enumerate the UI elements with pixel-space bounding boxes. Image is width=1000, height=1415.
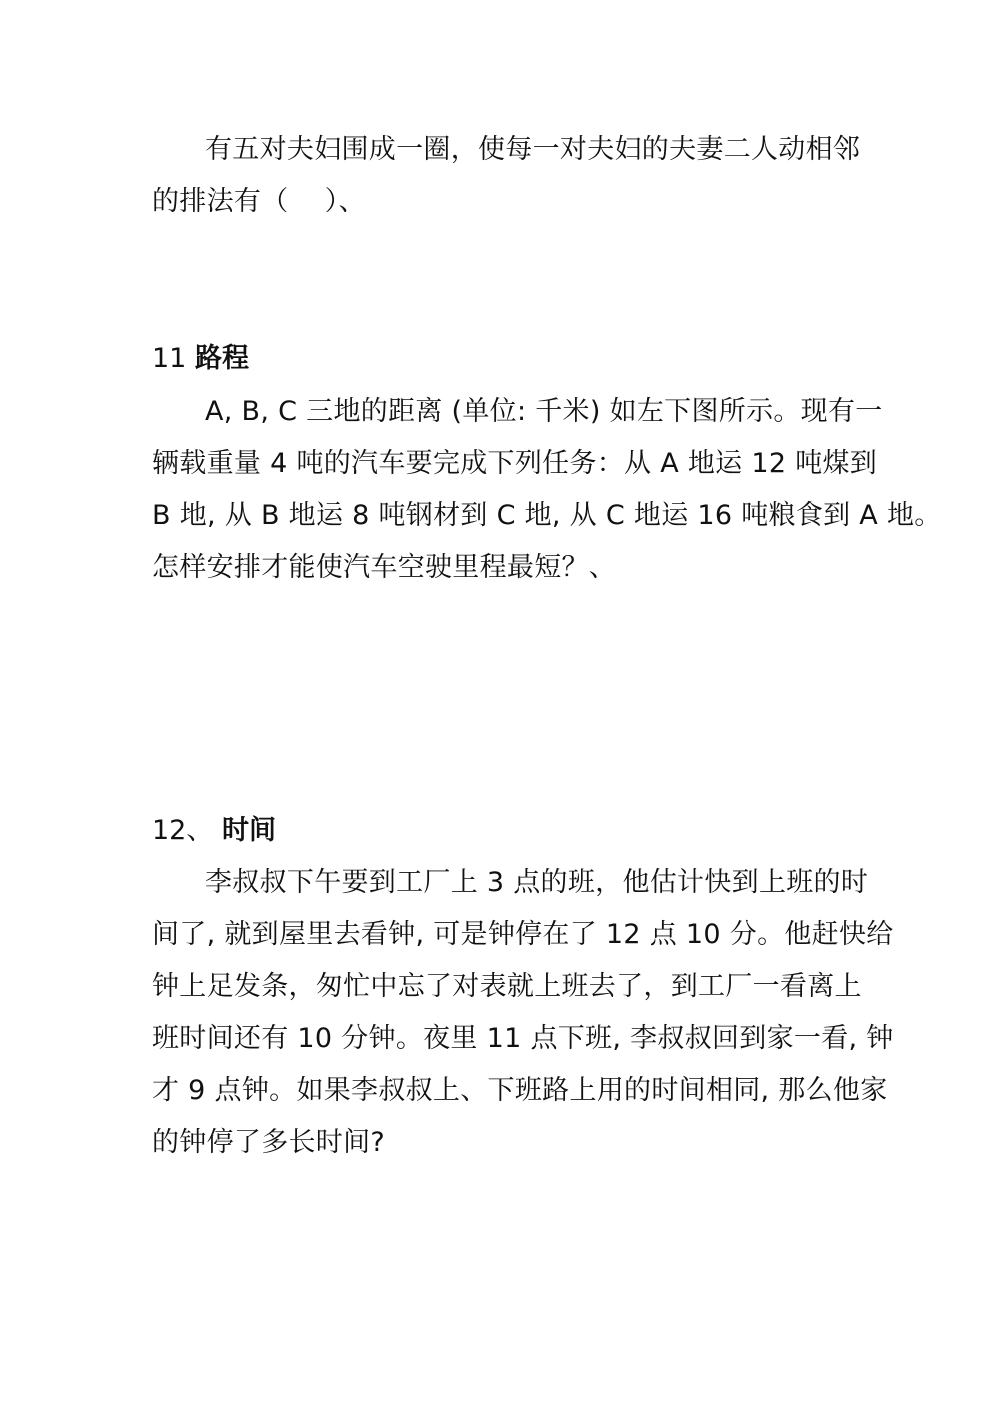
problem-12-title: 时间 (221, 815, 276, 846)
problem-12-line-5: 才 9 点钟。如果李叔叔上、下班路上用的时间相同, 那么他家 (152, 1075, 888, 1106)
problem-12-heading (152, 814, 276, 848)
problem-11-line-4: 怎样安排才能使汽车空驶里程最短？、 (152, 552, 617, 583)
problem-10-line-1: 有五对夫妇围成一圈，使每一对夫妇的夫妻二人动相邻 (205, 134, 861, 165)
problem-11-number: 11 (152, 343, 187, 374)
problem-12-line-4: 班时间还有 10 分钟。夜里 11 点下班, 李叔叔回到家一看, 钟 (152, 1023, 894, 1054)
problem-11-line-1: A, B, C 三地的距离 (单位: 千米) 如左下图所示。现有一 (205, 396, 883, 427)
problem-12-number: 12、 (152, 815, 214, 846)
problem-12-line-1: 李叔叔下午要到工厂上 3 点的班，他估计快到上班的时 (205, 867, 869, 898)
problem-11-line-2: 辆载重量 4 吨的汽车要完成下列任务：从 A 地运 12 吨煤到 (152, 448, 878, 479)
problem-12-line-6: 的钟停了多长时间? (152, 1127, 386, 1158)
problem-11-line-3: B 地, 从 B 地运 8 吨钢材到 C 地, 从 C 地运 16 吨粮食到 A 地。 (152, 500, 942, 531)
problem-10-line-2: 的排法有（ ）、 (152, 186, 366, 217)
problem-11-heading (152, 342, 249, 376)
problem-12-line-3: 钟上足发条，匆忙中忘了对表就上班去了，到工厂一看离上 (152, 971, 862, 1002)
problem-12-line-2: 间了, 就到屋里去看钟, 可是钟停在了 12 点 10 分。他赶快给 (152, 919, 894, 950)
problem-11-title: 路程 (194, 343, 249, 374)
